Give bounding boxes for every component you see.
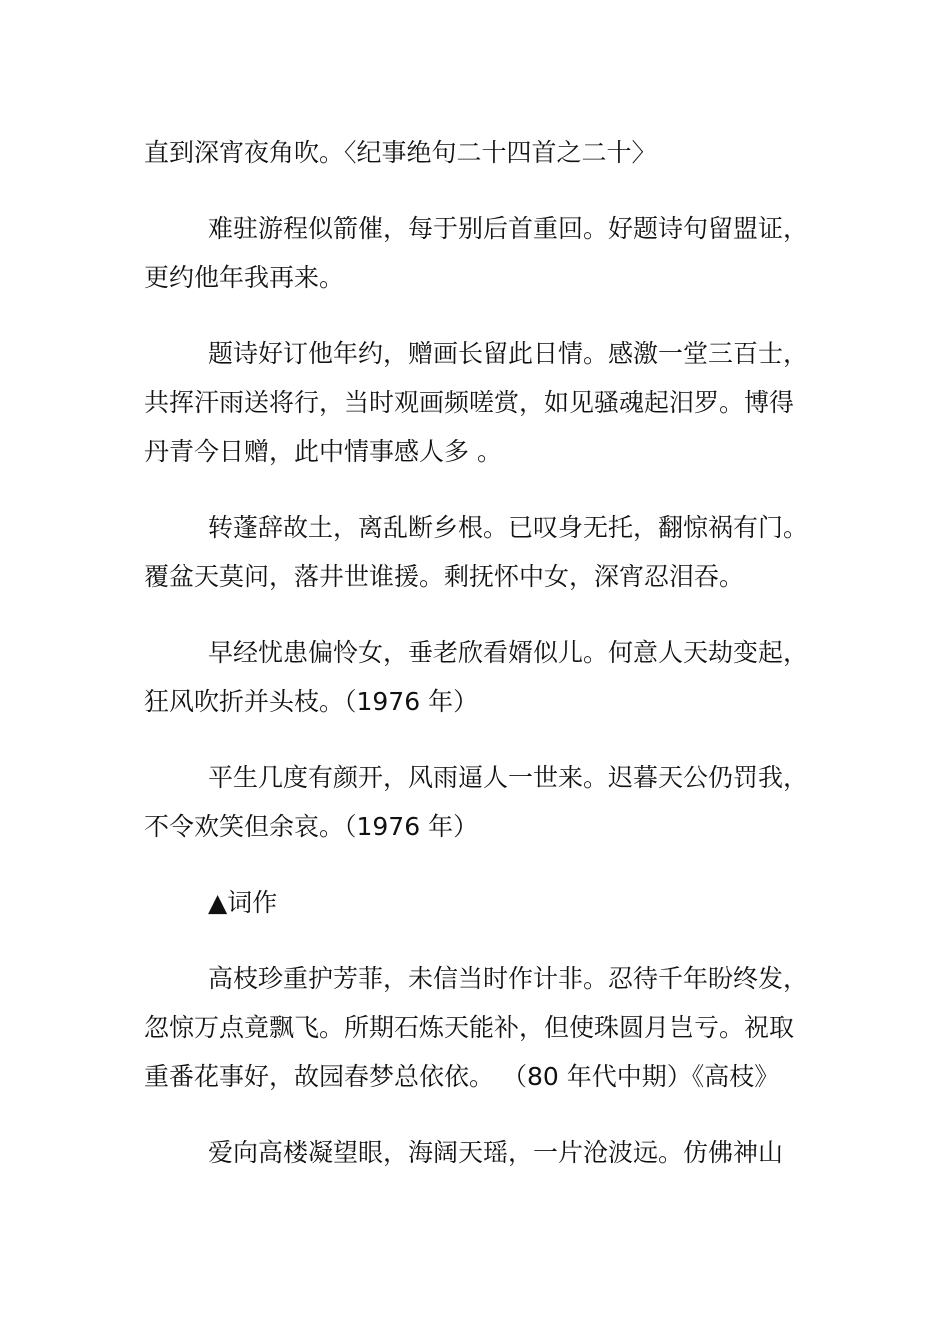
paragraph-continuation: 直到深宵夜角吹。〈纪事绝句二十四首之二十〉: [144, 138, 657, 167]
paragraph-poem-5: 平生几度有颜开，风雨逼人一世来。迟暮天公仍罚我，不令欢笑但余哀。（1976 年）: [144, 763, 809, 841]
paragraph-ci-2: 爱向高楼凝望眼，海阔天瑶，一片沧波远。仿佛神山: [208, 1138, 784, 1167]
paragraph-poem-2: 题诗好订他年约，赠画长留此日情。感激一堂三百士，共挥汗雨送将行，当时观画频嗟赏，如见骚魂起汨罗。博得丹青今日赠，此中情事感人多 。: [144, 339, 809, 466]
document-body: [144, 128, 812, 1204]
paragraph-poem-3: 转蓬辞故土，离乱断乡根。已叹身无托，翻惊祸有门。覆盆天莫问，落井世谁援。剩抚怀中女，深宵忍泪吞。: [144, 513, 809, 591]
paragraph-poem-1: 难驻游程似箭催，每于别后首重回。好题诗句留盟证，更约他年我再来。: [144, 214, 809, 292]
section-heading-ci: ▲词作: [208, 888, 278, 917]
paragraph-ci-1: 高枝珍重护芳菲，未信当时作计非。忍待千年盼终发，忽惊万点竟飘飞。所期石炼天能补，但使珠圆月岂亏。祝取重番花事好，故园春梦总依依。 （80 年代中期）《高枝》: [144, 964, 809, 1091]
paragraph-poem-4: 早经忧患偏怜女，垂老欣看婿似儿。何意人天劫变起，狂风吹折并头枝。（1976 年）: [144, 638, 809, 716]
